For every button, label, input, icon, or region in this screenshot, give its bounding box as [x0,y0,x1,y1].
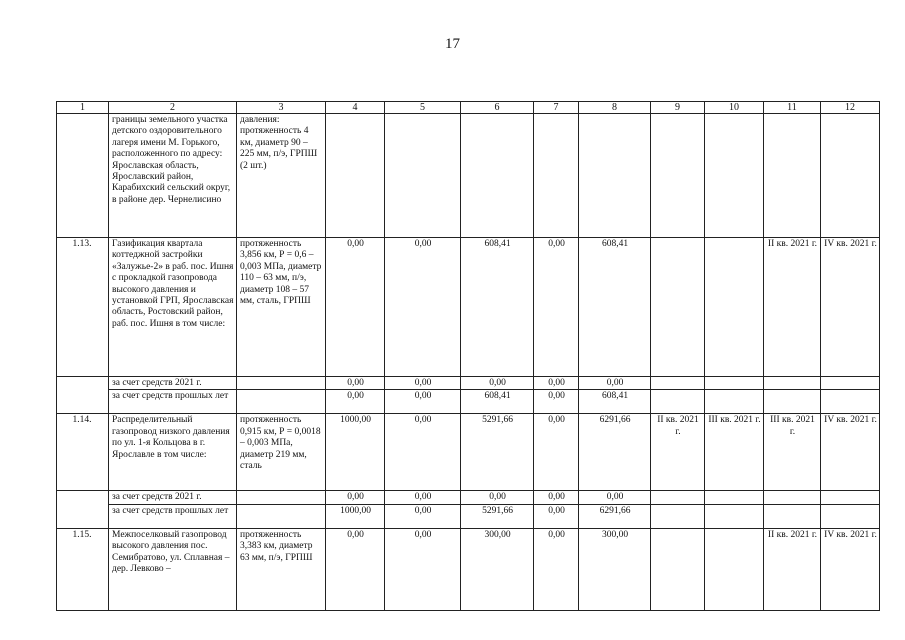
value-cell: 6291,66 [579,504,651,528]
value-cell: 1000,00 [326,504,385,528]
value-cell: 0,00 [534,390,579,414]
value-cell: 0,00 [326,491,385,504]
value-cell: 0,00 [579,377,651,390]
row-number: 1.13. [57,238,109,377]
value-cell: 5291,66 [461,504,534,528]
table-row-1-14 [57,414,880,491]
object-name: Газификация квартала коттеджной застройки «Залужье-2» в раб. пос. Ишня с прокладкой газопровода высокого давления и установкой ГРП, Ярославская область, Ростовский район, раб. пос. Ишня в том числе: [109,238,237,377]
value-cell: 608,41 [579,238,651,377]
period-cell [651,528,705,610]
period-cell: II кв. 2021 г. [651,414,705,491]
value-cell: 608,41 [461,390,534,414]
col-header: 8 [579,102,651,114]
value-cell: 0,00 [385,528,461,610]
value-cell: 6291,66 [579,414,651,491]
investment-table [56,101,880,611]
row-number: 1.15. [57,528,109,610]
value-cell: 0,00 [385,491,461,504]
funding-label: за счет средств 2021 г. [109,377,237,390]
column-header-row [57,102,880,114]
page-number: 17 [445,36,460,52]
funding-label: за счет средств 2021 г. [109,491,237,504]
object-name: границы земельного участка детского оздоровительного лагеря имени М. Горького, расположенного по адресу: Ярославская область, Ярославский район, Карабихский сельский округ, в районе дер. Чернелисино [109,114,237,238]
value-cell: 0,00 [534,491,579,504]
period-cell: IV кв. 2021 г. [821,528,880,610]
value-cell: 0,00 [385,238,461,377]
table-subrow [57,504,880,528]
col-header: 3 [237,102,326,114]
value-cell: 0,00 [385,377,461,390]
table-subrow [57,390,880,414]
value-cell: 300,00 [579,528,651,610]
table-row-continuation [57,114,880,238]
table-subrow [57,377,880,390]
value-cell: 0,00 [326,238,385,377]
value-cell: 0,00 [461,377,534,390]
table-subrow [57,491,880,504]
value-cell: 0,00 [461,491,534,504]
col-header: 9 [651,102,705,114]
value-cell: 1000,00 [326,414,385,491]
value-cell: 608,41 [579,390,651,414]
col-header: 7 [534,102,579,114]
object-spec: протяженность 3,856 км, Р = 0,6 – 0,003 МПа, диаметр 110 – 63 мм, п/э, диаметр 108 – 57 мм, сталь, ГРПШ [237,238,326,377]
value-cell: 0,00 [326,377,385,390]
period-cell [651,238,705,377]
value-cell: 0,00 [326,528,385,610]
value-cell: 300,00 [461,528,534,610]
value-cell: 0,00 [385,504,461,528]
col-header: 6 [461,102,534,114]
period-cell: III кв. 2021 г. [705,414,764,491]
period-cell [705,528,764,610]
object-name: Распределительный газопровод низкого давления по ул. 1-я Кольцова в г. Ярославле в том числе: [109,414,237,491]
row-number: 1.14. [57,414,109,491]
value-cell: 0,00 [534,414,579,491]
col-header: 5 [385,102,461,114]
period-cell: II кв. 2021 г. [764,238,821,377]
col-header: 1 [57,102,109,114]
object-name: Межпоселковый газопровод высокого давления пос. Семибратово, ул. Сплавная – дер. Левково – [109,528,237,610]
table-row-1-15 [57,528,880,610]
col-header: 11 [764,102,821,114]
period-cell: III кв. 2021 г. [764,414,821,491]
col-header: 10 [705,102,764,114]
value-cell: 608,41 [461,238,534,377]
value-cell: 5291,66 [461,414,534,491]
funding-label: за счет средств прошлых лет [109,390,237,414]
value-cell: 0,00 [326,390,385,414]
funding-label: за счет средств прошлых лет [109,504,237,528]
object-spec: протяженность 0,915 км, Р = 0,0018 – 0,003 МПа, диаметр 219 мм, сталь [237,414,326,491]
value-cell: 0,00 [385,414,461,491]
object-spec: протяженность 3,383 км, диаметр 63 мм, п/э, ГРПШ [237,528,326,610]
period-cell: IV кв. 2021 г. [821,238,880,377]
value-cell: 0,00 [534,504,579,528]
object-spec: давления: протяженность 4 км, диаметр 90 – 225 мм, п/э, ГРПШ (2 шт.) [237,114,326,238]
col-header: 2 [109,102,237,114]
period-cell: II кв. 2021 г. [764,528,821,610]
value-cell: 0,00 [385,390,461,414]
value-cell: 0,00 [534,528,579,610]
value-cell: 0,00 [534,377,579,390]
table-row-1-13 [57,238,880,377]
period-cell: IV кв. 2021 г. [821,414,880,491]
value-cell: 0,00 [579,491,651,504]
col-header: 4 [326,102,385,114]
period-cell [705,238,764,377]
col-header: 12 [821,102,880,114]
value-cell: 0,00 [534,238,579,377]
